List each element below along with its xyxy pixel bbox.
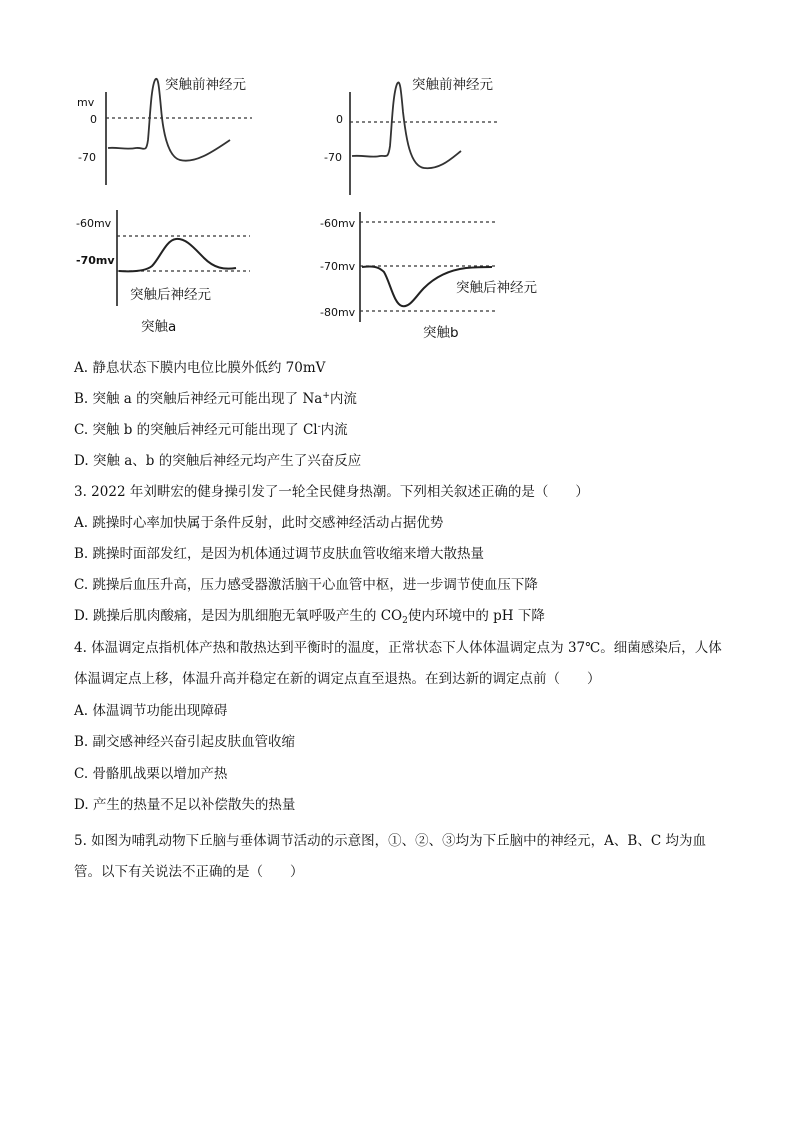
synapse-caption: 突触b [423,325,459,341]
q3-option-c: C. 跳操后血压升高，压力感受器激活脑干心血管中枢，进一步调节使血压下降 [74,577,538,593]
q4-option-b: B. 副交感神经兴奋引起皮肤血管收缩 [74,734,296,750]
curve-label: 突触后神经元 [130,287,211,303]
y-tick-rest: -70 [78,151,96,164]
q3-option-a: A. 跳操时心率加快属于条件反射，此时交感神经活动占据优势 [74,515,444,531]
q4-option-a: A. 体温调节功能出现障碍 [74,703,228,719]
action-potential-curve [352,82,461,168]
q3-option-b: B. 跳操时面部发红，是因为机体通过调节皮肤血管收缩来增大散热量 [74,546,485,562]
graph-title: 突触前神经元 [165,77,246,93]
graph-title: 突触前神经元 [412,77,493,93]
y-tick-rest: -70mv [320,260,356,273]
q2-option-a: A. 静息状态下膜内电位比膜外低约 70mV [74,360,326,376]
q2-option-c: C. 突触 b 的突触后神经元可能出现了 Cl-内流 [74,422,348,438]
graph-synapse-a [76,210,250,335]
y-tick-top: -60mv [76,217,112,230]
y-unit-label: mv [77,96,95,109]
graph-presynaptic-left [77,76,252,185]
graph-presynaptic-right [324,76,500,195]
q3-option-d: D. 跳操后肌肉酸痛，是因为肌细胞无氧呼吸产生的 $CO_2$使内环境中的 pH 下降 [74,608,545,626]
y-tick-zero: 0 [336,113,343,126]
q4-option-c: C. 骨骼肌战栗以增加产热 [74,766,228,782]
graph-synapse-b [320,212,537,341]
q4-stem: 4. 体温调定点指机体产热和散热达到平衡时的温度，正常状态下人体体温调定点为 37℃。细菌感染后，人体体温调定点上移，体温升高并稳定在新的调定点直至退热。在到达新的调定点前（ ） [74,640,722,687]
synapse-caption: 突触a [141,319,177,335]
y-tick-rest: -70mv [76,254,115,267]
curve-label: 突触后神经元 [456,280,537,296]
q2-option-d: D. 突触 a、b 的突触后神经元均产生了兴奋反应 [74,453,362,469]
y-tick-zero: 0 [90,113,97,126]
q2-option-b: B. 突触 a 的突触后神经元可能出现了 Na+内流 [74,391,357,407]
membrane-potential-figure [0,0,794,350]
epsp-curve [119,239,236,271]
y-tick-top: -60mv [320,217,356,230]
q3-stem: 3. 2022 年刘畊宏的健身操引发了一轮全民健身热潮。下列相关叙述正确的是（ ） [74,484,589,500]
q5-stem: 5. 如图为哺乳动物下丘脑与垂体调节活动的示意图，①、②、③均为下丘脑中的神经元，A、B、C 均为血管。以下有关说法不正确的是（ ） [74,833,706,880]
q4-option-d: D. 产生的热量不足以补偿散失的热量 [74,797,296,813]
y-tick-bottom: -80mv [320,306,356,319]
y-tick-rest: -70 [324,151,342,164]
